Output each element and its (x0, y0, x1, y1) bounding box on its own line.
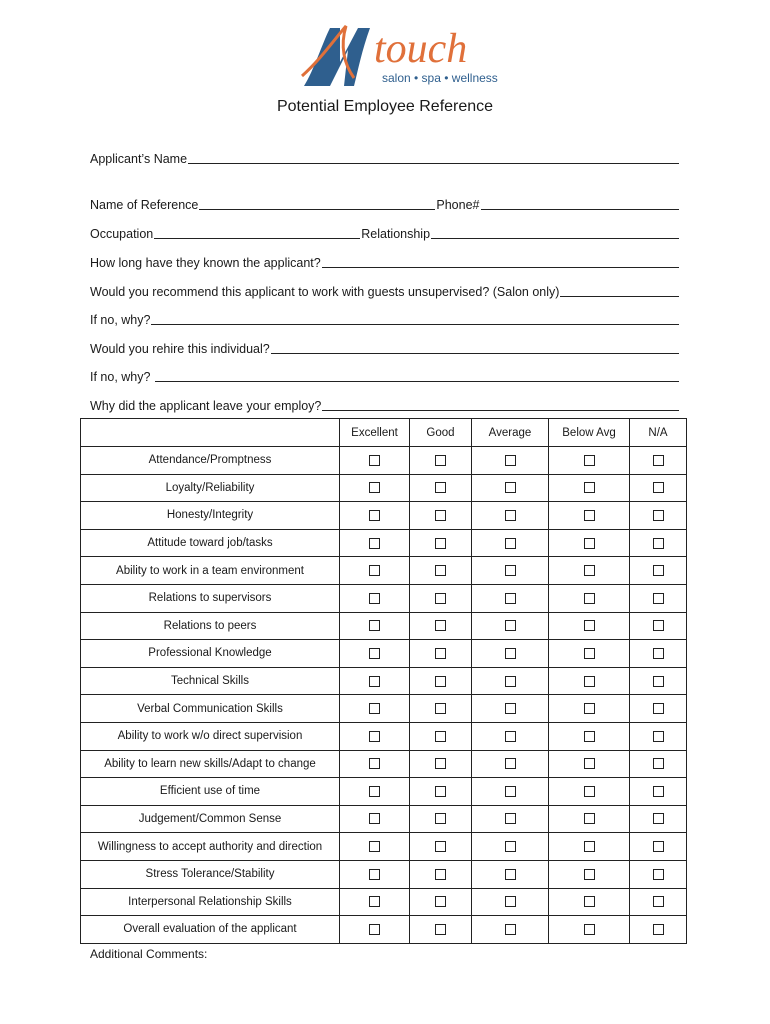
rating-cell (549, 667, 630, 695)
rating-cell (630, 529, 687, 557)
criteria-header (81, 419, 340, 447)
known-duration-line[interactable] (322, 267, 679, 268)
recommend-line[interactable] (560, 296, 679, 297)
criteria-label: Loyalty/Reliability (81, 474, 340, 502)
rating-checkbox[interactable] (435, 482, 446, 493)
rating-cell (630, 695, 687, 723)
rating-cell (472, 474, 549, 502)
criteria-label: Overall evaluation of the applicant (81, 916, 340, 944)
rating-checkbox[interactable] (584, 924, 595, 935)
if-no-why-label-1: If no, why? (90, 313, 151, 327)
table-row (81, 833, 687, 861)
rating-cell (410, 916, 472, 944)
rating-checkbox[interactable] (584, 731, 595, 742)
rating-cell (630, 447, 687, 475)
rating-checkbox[interactable] (653, 455, 664, 466)
rating-checkbox[interactable] (505, 648, 516, 659)
rating-checkbox[interactable] (369, 924, 380, 935)
rating-cell (472, 888, 549, 916)
additional-comments-label: Additional Comments: (90, 947, 208, 961)
rating-cell (340, 557, 410, 585)
rating-cell (340, 860, 410, 888)
brand-logo (300, 20, 510, 92)
rating-cell (410, 695, 472, 723)
leave-reason-field[interactable] (90, 395, 680, 413)
rating-cell (410, 667, 472, 695)
criteria-label: Professional Knowledge (81, 640, 340, 668)
table-row (81, 640, 687, 668)
rating-checkbox[interactable] (653, 620, 664, 631)
rating-checkbox[interactable] (584, 869, 595, 880)
rating-checkbox[interactable] (369, 896, 380, 907)
rating-cell (630, 750, 687, 778)
rating-cell (340, 584, 410, 612)
rating-checkbox[interactable] (505, 924, 516, 935)
table-row (81, 916, 687, 944)
rating-cell (472, 778, 549, 806)
rating-checkbox[interactable] (584, 482, 595, 493)
rating-cell (549, 557, 630, 585)
rating-checkbox[interactable] (369, 758, 380, 769)
recommend-field[interactable] (90, 281, 680, 299)
occupation-label: Occupation (90, 227, 154, 241)
rating-checkbox[interactable] (653, 896, 664, 907)
rating-checkbox[interactable] (653, 813, 664, 824)
rating-cell (340, 750, 410, 778)
rating-cell (472, 833, 549, 861)
rating-checkbox[interactable] (435, 455, 446, 466)
rating-checkbox[interactable] (653, 758, 664, 769)
rating-cell (410, 474, 472, 502)
rating-cell (410, 750, 472, 778)
rating-checkbox[interactable] (653, 648, 664, 659)
rating-checkbox[interactable] (653, 538, 664, 549)
rating-checkbox[interactable] (505, 703, 516, 714)
table-row (81, 695, 687, 723)
rating-checkbox[interactable] (505, 565, 516, 576)
rating-header-row (81, 419, 687, 447)
rating-cell (340, 833, 410, 861)
reference-name-line[interactable] (199, 209, 435, 210)
rating-checkbox[interactable] (435, 813, 446, 824)
rating-checkbox[interactable] (584, 565, 595, 576)
table-row (81, 667, 687, 695)
rating-cell (549, 778, 630, 806)
rating-cell (340, 447, 410, 475)
rating-checkbox[interactable] (369, 620, 380, 631)
occupation-line[interactable] (154, 238, 360, 239)
rating-checkbox[interactable] (435, 758, 446, 769)
criteria-label: Judgement/Common Sense (81, 805, 340, 833)
rating-checkbox[interactable] (369, 731, 380, 742)
rating-checkbox[interactable] (435, 593, 446, 604)
rating-checkbox[interactable] (435, 841, 446, 852)
rating-checkbox[interactable] (435, 565, 446, 576)
rating-cell (549, 612, 630, 640)
rating-checkbox[interactable] (505, 676, 516, 687)
rating-checkbox[interactable] (505, 620, 516, 631)
rating-cell (472, 805, 549, 833)
reference-name-label: Name of Reference (90, 198, 199, 212)
rating-checkbox[interactable] (653, 482, 664, 493)
column-header: Below Avg (549, 419, 630, 447)
criteria-label: Verbal Communication Skills (81, 695, 340, 723)
rating-checkbox[interactable] (435, 896, 446, 907)
table-row (81, 447, 687, 475)
leave-reason-line[interactable] (322, 410, 679, 411)
occupation-row (90, 223, 680, 241)
brand-name: touch (374, 26, 468, 72)
rating-cell (630, 612, 687, 640)
criteria-label: Ability to work w/o direct supervision (81, 722, 340, 750)
rating-checkbox[interactable] (435, 731, 446, 742)
applicant-name-line[interactable] (188, 163, 679, 164)
brand-tagline: salon • spa • wellness (382, 71, 498, 85)
rating-cell (549, 474, 630, 502)
rating-cell (630, 584, 687, 612)
rating-cell (340, 474, 410, 502)
rating-checkbox[interactable] (653, 703, 664, 714)
rating-cell (472, 557, 549, 585)
rating-checkbox[interactable] (505, 731, 516, 742)
known-duration-field[interactable] (90, 252, 680, 270)
rating-cell (472, 529, 549, 557)
rating-cell (549, 529, 630, 557)
rating-checkbox[interactable] (435, 538, 446, 549)
rating-cell (340, 722, 410, 750)
criteria-label: Willingness to accept authority and direction (81, 833, 340, 861)
recommend-label: Would you recommend this applicant to work with guests unsupervised? (Salon only) (90, 285, 560, 299)
applicant-name-label: Applicant’s Name (90, 152, 188, 166)
rating-cell (549, 750, 630, 778)
rating-checkbox[interactable] (435, 703, 446, 714)
rating-cell (410, 640, 472, 668)
table-row (81, 474, 687, 502)
if-no-why-label-2: If no, why? (90, 370, 151, 384)
rating-checkbox[interactable] (584, 896, 595, 907)
rating-checkbox[interactable] (653, 841, 664, 852)
rating-checkbox[interactable] (435, 786, 446, 797)
rating-checkbox[interactable] (653, 869, 664, 880)
rating-checkbox[interactable] (653, 676, 664, 687)
rating-checkbox[interactable] (584, 703, 595, 714)
rating-cell (630, 805, 687, 833)
rating-cell (410, 833, 472, 861)
rating-cell (630, 833, 687, 861)
rating-cell (630, 667, 687, 695)
table-row (81, 860, 687, 888)
rating-checkbox[interactable] (584, 813, 595, 824)
rating-checkbox[interactable] (369, 786, 380, 797)
rating-cell (410, 722, 472, 750)
rating-checkbox[interactable] (435, 648, 446, 659)
rating-checkbox[interactable] (584, 676, 595, 687)
table-row (81, 750, 687, 778)
rating-checkbox[interactable] (653, 924, 664, 935)
criteria-label: Honesty/Integrity (81, 502, 340, 530)
rating-cell (340, 805, 410, 833)
rating-cell (549, 447, 630, 475)
rating-checkbox[interactable] (584, 593, 595, 604)
rating-cell (630, 640, 687, 668)
rating-cell (472, 584, 549, 612)
rating-cell (410, 805, 472, 833)
rating-cell (410, 860, 472, 888)
table-row (81, 612, 687, 640)
rating-cell (472, 612, 549, 640)
if-no-why-field-1[interactable] (90, 309, 680, 327)
rating-checkbox[interactable] (369, 703, 380, 714)
criteria-label: Ability to learn new skills/Adapt to change (81, 750, 340, 778)
rating-cell (340, 695, 410, 723)
rating-checkbox[interactable] (584, 786, 595, 797)
rating-cell (472, 722, 549, 750)
criteria-label: Ability to work in a team environment (81, 557, 340, 585)
rating-checkbox[interactable] (435, 924, 446, 935)
rating-checkbox[interactable] (505, 510, 516, 521)
rating-cell (630, 722, 687, 750)
rating-cell (340, 778, 410, 806)
table-row (81, 778, 687, 806)
rating-checkbox[interactable] (653, 786, 664, 797)
rating-checkbox[interactable] (369, 538, 380, 549)
rating-cell (472, 667, 549, 695)
criteria-label: Attendance/Promptness (81, 447, 340, 475)
criteria-label: Relations to supervisors (81, 584, 340, 612)
rating-cell (410, 557, 472, 585)
reference-row (90, 194, 680, 212)
phone-label: Phone# (436, 198, 480, 212)
known-duration-label: How long have they known the applicant? (90, 256, 321, 270)
rating-cell (630, 916, 687, 944)
rating-checkbox[interactable] (435, 676, 446, 687)
rating-checkbox[interactable] (369, 676, 380, 687)
rating-checkbox[interactable] (653, 731, 664, 742)
rating-cell (472, 916, 549, 944)
column-header: Excellent (340, 419, 410, 447)
criteria-label: Efficient use of time (81, 778, 340, 806)
rating-checkbox[interactable] (653, 565, 664, 576)
rating-checkbox[interactable] (584, 620, 595, 631)
rating-cell (549, 860, 630, 888)
rehire-line[interactable] (271, 353, 679, 354)
if-no-why-line-2[interactable] (155, 381, 679, 382)
rating-checkbox[interactable] (369, 593, 380, 604)
table-row (81, 502, 687, 530)
rating-cell (410, 447, 472, 475)
relationship-label: Relationship (361, 227, 431, 241)
rating-cell (630, 778, 687, 806)
table-row (81, 888, 687, 916)
rating-checkbox[interactable] (584, 538, 595, 549)
applicant-name-field[interactable] (90, 148, 680, 166)
rating-cell (472, 750, 549, 778)
rating-cell (410, 612, 472, 640)
criteria-label: Interpersonal Relationship Skills (81, 888, 340, 916)
rehire-field[interactable] (90, 338, 680, 356)
table-row (81, 557, 687, 585)
rehire-label: Would you rehire this individual? (90, 342, 270, 356)
criteria-label: Attitude toward job/tasks (81, 529, 340, 557)
rating-cell (630, 474, 687, 502)
rating-checkbox[interactable] (435, 510, 446, 521)
rating-checkbox[interactable] (584, 841, 595, 852)
rating-cell (410, 584, 472, 612)
leave-reason-label: Why did the applicant leave your employ? (90, 399, 322, 413)
rating-checkbox[interactable] (505, 869, 516, 880)
rating-checkbox[interactable] (653, 593, 664, 604)
rating-checkbox[interactable] (435, 620, 446, 631)
rating-checkbox[interactable] (369, 510, 380, 521)
rating-cell (340, 640, 410, 668)
rating-checkbox[interactable] (505, 593, 516, 604)
rating-cell (472, 860, 549, 888)
rating-checkbox[interactable] (505, 813, 516, 824)
rating-cell (549, 888, 630, 916)
rating-checkbox[interactable] (369, 648, 380, 659)
rating-cell (630, 860, 687, 888)
column-header: Average (472, 419, 549, 447)
page-title: Potential Employee Reference (276, 98, 494, 115)
rating-cell (630, 502, 687, 530)
table-row (81, 805, 687, 833)
rating-checkbox[interactable] (505, 841, 516, 852)
rating-checkbox[interactable] (653, 510, 664, 521)
rating-checkbox[interactable] (584, 455, 595, 466)
rating-cell (410, 502, 472, 530)
rating-checkbox[interactable] (505, 538, 516, 549)
rating-checkbox[interactable] (369, 482, 380, 493)
rating-cell (630, 557, 687, 585)
table-row (81, 722, 687, 750)
rating-cell (472, 640, 549, 668)
rating-cell (340, 529, 410, 557)
rating-cell (340, 502, 410, 530)
rating-checkbox[interactable] (505, 482, 516, 493)
rating-cell (340, 916, 410, 944)
rating-checkbox[interactable] (584, 510, 595, 521)
rating-cell (549, 695, 630, 723)
if-no-why-field-2[interactable] (90, 366, 680, 384)
criteria-label: Stress Tolerance/Stability (81, 860, 340, 888)
column-header: N/A (630, 419, 687, 447)
rating-cell (472, 695, 549, 723)
relationship-line[interactable] (431, 238, 679, 239)
rating-cell (549, 640, 630, 668)
rating-cell (549, 805, 630, 833)
rating-cell (549, 916, 630, 944)
rating-checkbox[interactable] (505, 786, 516, 797)
criteria-label: Relations to peers (81, 612, 340, 640)
rating-cell (472, 502, 549, 530)
rating-checkbox[interactable] (435, 869, 446, 880)
rating-cell (410, 778, 472, 806)
rating-checkbox[interactable] (584, 648, 595, 659)
table-row (81, 529, 687, 557)
rating-cell (472, 447, 549, 475)
rating-cell (549, 584, 630, 612)
criteria-label: Technical Skills (81, 667, 340, 695)
rating-cell (549, 833, 630, 861)
rating-cell (410, 888, 472, 916)
rating-cell (340, 888, 410, 916)
rating-cell (340, 667, 410, 695)
if-no-why-line-1[interactable] (151, 324, 679, 325)
rating-cell (630, 888, 687, 916)
rating-checkbox[interactable] (369, 455, 380, 466)
table-row (81, 584, 687, 612)
rating-cell (340, 612, 410, 640)
rating-checkbox[interactable] (369, 869, 380, 880)
rating-cell (410, 529, 472, 557)
phone-line[interactable] (481, 209, 680, 210)
rating-checkbox[interactable] (505, 896, 516, 907)
column-header: Good (410, 419, 472, 447)
rating-cell (549, 502, 630, 530)
rating-checkbox[interactable] (505, 758, 516, 769)
rating-checkbox[interactable] (369, 813, 380, 824)
rating-checkbox[interactable] (505, 455, 516, 466)
rating-checkbox[interactable] (584, 758, 595, 769)
rating-table (80, 418, 687, 944)
rating-checkbox[interactable] (369, 565, 380, 576)
rating-cell (549, 722, 630, 750)
rating-checkbox[interactable] (369, 841, 380, 852)
